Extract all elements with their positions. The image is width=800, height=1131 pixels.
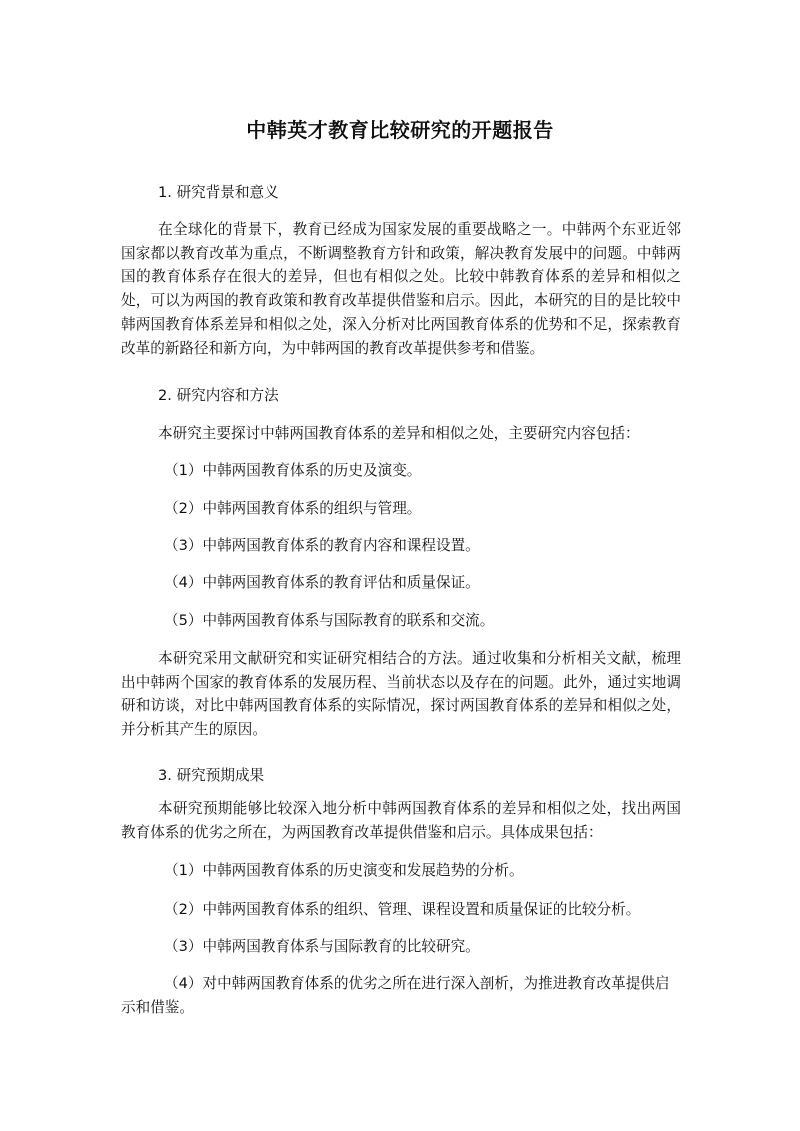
section-3-item-4: （4）对中韩两国教育体系的优劣之所在进行深入剖析，为推进教育改革提供启示和借鉴。 [121,975,670,1016]
section-2-item-2: （2）中韩两国教育体系的组织与管理。 [164,500,422,517]
section-1-paragraph: 在全球化的背景下，教育已经成为国家发展的重要战略之一。中韩两个东亚近邻国家都以教育改革为重点，不断调整教育方针和政策，解决教育发展中的问题。中韩两国的教育体系存在很大的差异，但也有相似之处。比较中韩教育体系的差异和相似之处，可以为两国的教育政策和教育改革提供借鉴和启示。因此，本研究的目的是比较中韩两国教育体系差异和相似之处，深入分析对比两国教育体系的优势和不足，探索教育改革的新路径和新方向，为中韩两国的教育改革提供参考和借鉴。 [121,221,681,357]
section-2-heading: 2. 研究内容和方法 [158,387,279,404]
section-3-item-3: （3）中韩两国教育体系与国际教育的比较研究。 [164,938,480,955]
section-2-item-5: （5）中韩两国教育体系与国际教育的联系和交流。 [164,612,495,629]
section-3-item-2: （2）中韩两国教育体系的组织、管理、课程设置和质量保证的比较分析。 [164,901,641,918]
section-3-heading: 3. 研究预期成果 [158,767,265,784]
section-3-item-1: （1）中韩两国教育体系的历史演变和发展趋势的分析。 [164,862,524,879]
section-2-item-4: （4）中韩两国教育体系的教育评估和质量保证。 [164,574,480,591]
section-2-item-3: （3）中韩两国教育体系的教育内容和课程设置。 [164,537,480,554]
section-1-heading: 1. 研究背景和意义 [158,184,279,201]
section-2-intro: 本研究主要探讨中韩两国教育体系的差异和相似之处，主要研究内容包括： [158,425,640,442]
section-2-method: 本研究采用文献研究和实证研究相结合的方法。通过收集和分析相关文献，梳理出中韩两个国家的教育体系的发展历程、当前状态以及存在的问题。此外，通过实地调研和访谈，对比中韩两国教育体系的实际情况，探讨两国教育体系的差异和相似之处，并分析其产生的原因。 [121,650,681,739]
section-2-item-1: （1）中韩两国教育体系的历史及演变。 [164,462,422,479]
section-3-intro: 本研究预期能够比较深入地分析中韩两国教育体系的差异和相似之处，找出两国教育体系的优劣之所在，为两国教育改革提供借鉴和启示。具体成果包括： [121,800,681,841]
document-title: 中韩英才教育比较研究的开题报告 [246,118,554,142]
